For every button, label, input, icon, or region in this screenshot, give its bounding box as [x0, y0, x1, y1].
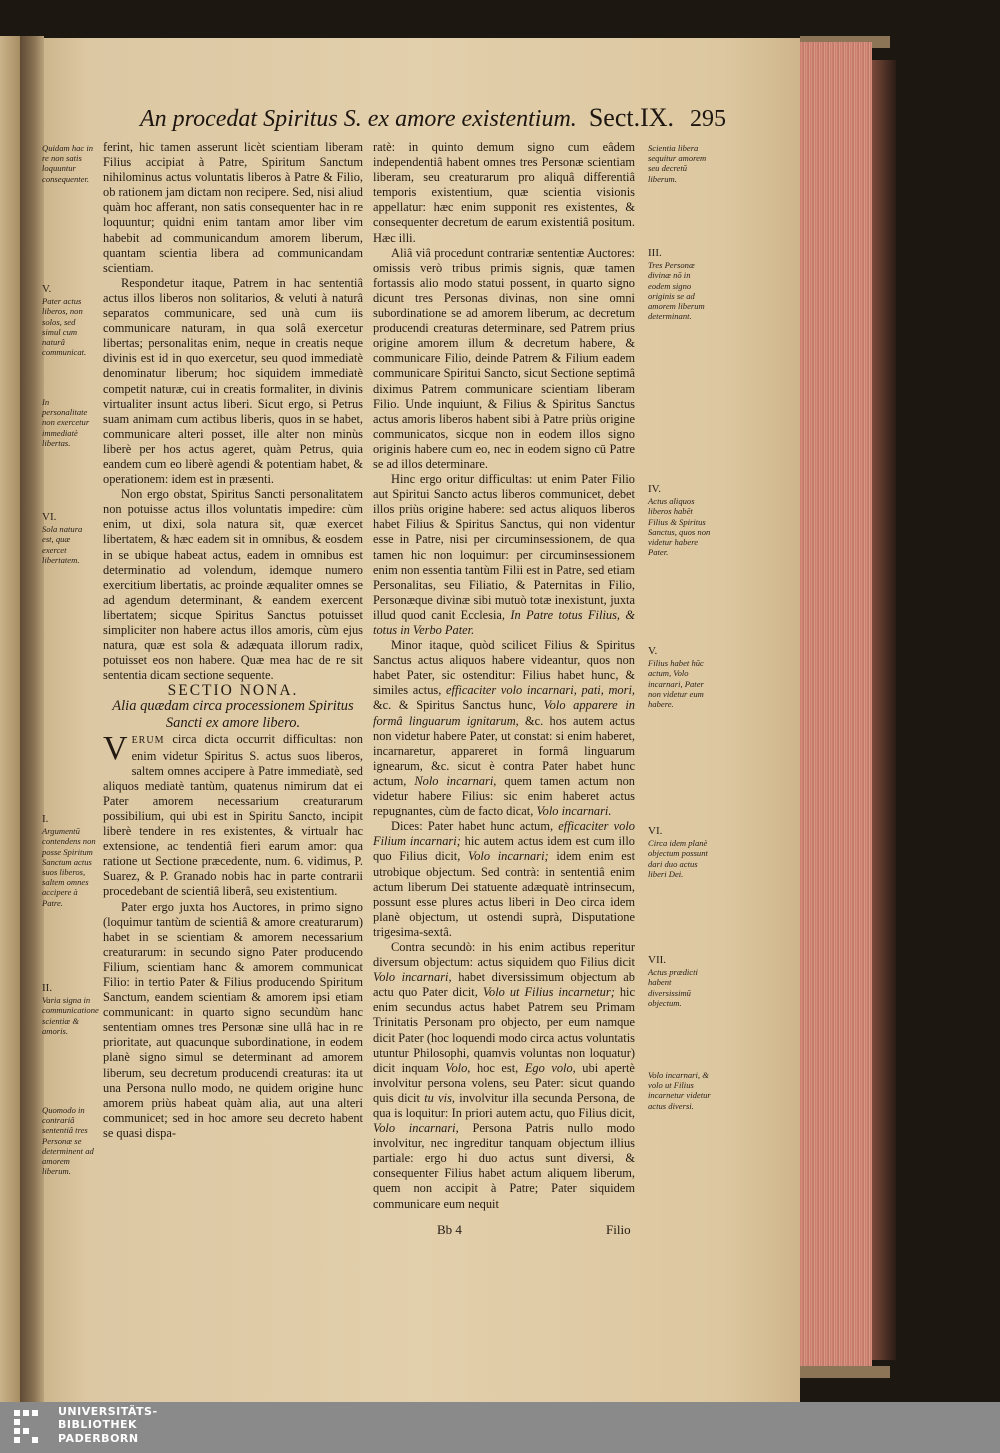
left-margin-note-5: I. Argumentū contendens non posse Spiritum Sanctum actus suos liberos, saltem omnes accipere à Patre.: [42, 813, 96, 908]
library-crest-icon: [10, 1407, 50, 1447]
paragraph: Respondetur itaque, Patrem in hac sententiâ actus illos liberos non solitarios, & veluti à naturâ separatos communicare, sed unà cum iis communicare naturam, in qua solâ exercetur libertas; personalitas enim, neque in creatis neque divinis est id in quo exercetur, seu quod immediatè denominatur liberum; hoc siquidem immediatè competit naturæ, cui in creatis formaliter, in divinis virtualiter insunt actus liberi. Sicut ergo, si Petrus suam animam cum actibus liberis, quos in se habet, communicare alteri posset, ille alter non minùs liberè per hos actus ageret, quàm Petrus, quia eandem cum eo liberè agendi & potentiam habet, & operationem: idem est in præsenti.: [103, 275, 363, 487]
text-column-left: [103, 140, 363, 1141]
library-name-line: BIBLIOTHEK: [58, 1418, 138, 1432]
library-name: [58, 1405, 158, 1445]
right-margin-note-3: IV. Actus aliquos liberos habēt Filius & Spiritus Sanctus, quos non videtur habere Pater.: [648, 483, 711, 558]
right-margin-note-4: V. Filius habet hūc actum, Volo incarnari, Pater non videtur eum habere.: [648, 645, 704, 710]
library-name-line: UNIVERSITÄTS-: [58, 1405, 158, 1418]
text-column-right: [373, 140, 635, 1212]
right-margin-note-5: VI. Circa idem planè objectum possunt dari duo actus liberi Dei.: [648, 825, 708, 879]
paragraph: Non ergo obstat, Spiritus Sancti personalitatem non potuisse actus illos voluntatis impedire: cùm enim, ut dixi, sola natura sit, quæ exercet libertatem, & hæc eadem sit in omnibus, & eosdem in se ubique habeat actus, eadem in omnibus est determinatio ad volendum, idemque numero exercitium libertatis, ac proinde æqualiter omnes se ad agendum determinant, & eandem exercent libertatem; sicque Spiritus Sanctus potuisset simpliciter non habere actus illos amoris, cùm ejus natura, quæ est sola & adæquata illorum radix, potuisset eos non habere. Quæ mea hac de re sit sententia dicam sectione sequente.: [103, 487, 363, 683]
left-margin-note-4: VI. Sola natura est, quæ exercet libertatem.: [42, 511, 83, 565]
page-block-edge: [800, 42, 872, 1372]
paragraph: ratè: in quinto demum signo cum eâdem independentiâ habent omnes tres Personæ scientiam liberam, seu creaturarum pro aliquâ differentiâ temporis existentium, quæ scientia visionis appellatur: hæc enim supponit res existentes, & consequenter decretum de earum existentiâ positum. Hæc illi.: [373, 140, 635, 245]
left-margin-note-3: In personalitate non exercetur immediatè libertas.: [42, 397, 90, 448]
right-margin-note-1: Scientia libera sequitur amorem seu decretū liberum.: [648, 143, 707, 184]
cover-edge-bottom: [800, 1366, 890, 1378]
paragraph: Pater ergo juxta hos Auctores, in primo signo (loquimur tantùm de scientiâ & amore creaturarum) habet in se scientiam & amorem necessarium creaturarum: in secundo signo Pater producendo Filium, scientiam hanc & amorem communicat Filio: in tertio Pater & Filius producendo Spiritum Sanctum, eandem scientiam & amorem ipsi etiam communicant: in quarto signo secundùm hanc sententiam omnes tres Personæ sine ullâ hac in re prioritate, aut quacunque subordinatione, in eodem planè signo simul se determinant ad amorem liberum, seu decretum producendi creaturas: ita ut una Persona nullo modo, ne quidem origine hunc amorem priùs habeat quàm alia, aut una alteri communicet; sed in hoc amore seu decreto habent se quasi dispa-: [103, 899, 363, 1140]
paragraph: Dices: Pater habet hunc actum, efficaciter volo Filium incarnari; hic autem actus idem est cum illo quo Filius dicit, Volo incarnari; idem enim est utrobique objectum. Sed contrà: in sententiâ enim actum liberum Dei statuente adæquatè intrinsecum, possunt esse plures actus liberi in Deo circa idem planè objectum, ut ostendi suprà, Disputatione trigesima-sextâ.: [373, 819, 636, 939]
page-block-shadow: [872, 60, 896, 1360]
section-title: SECTIO NONA.: [167, 682, 299, 700]
paragraph: Hinc ergo oritur difficultas: ut enim Pater Filio aut Spiritui Sancto actus liberos communicet, debet illos priùs origine habere: sed actus aliquos liberos habet Filius & Spiritus Sanctus, qui non videntur esse in Patre, nisi per circuminsessionem, de qua tamen hic non loquimur: per circuminsessionem enim non essentia tantùm Filii est in Patre, sed etiam Personalitas, seu Filiatio, & Paternitas in Filio, Personæque divinæ sibi mutuò totæ inexistunt, juxta illud quod canit Ecclesia, In Patre totus Filius, & totus in Verbo Pater.: [373, 472, 636, 637]
paragraph-dropcap: VERUM circa dicta occurrit difficultas: non enim videtur Spiritus S. actus suos liberos, saltem omnes accipere à Patre immediatè, sed aliquos mediatè tantùm, quatenus nimirum dat ei Pater amorem necessarium creaturarum possibilium, qui ubi est in Spiritu Sancto, incipit liberè tendere in res existentes, & virtualr hac extensione, ac tendentiâ fieri earum amor: qua ratione ut Sectione præcedente, num. 6. vidimus, P. Suarez, & P. Granado nobis hac in parte contrarii procedebant de scientiâ liberâ, seu existentium.: [103, 730, 363, 899]
drop-cap: V: [103, 730, 128, 768]
page-number: 295: [690, 106, 727, 132]
paragraph: Contra secundò: in his enim actibus reperitur diversum objectum: actus siquidem quo Filius dicit Volo incarnari, habet diversissimum objectum ab actu quo Pater dicit, Volo ut Filius incarnetur; hic enim secundus actus habet Patrem seu Primam Trinitatis Personam pro objecto, per eum namque dicit Pater (hoc loquendi modo circa actus voluntatis utuntur Philosophi, quamvis voluntas non loquatur) dicit inquam Volo, hoc est, Ego volo, ubi apertè involvitur persona volens, seu Pater: sicut quando quis dicit tu vis, involvitur illa secunda Persona, de qua is loquitur: In priori autem actu, quo Filius dicit, Volo incarnari, Persona Patris nullo modo involvitur, nec ingreditur tanquam objectum illius partiale: ergo hi duo actus sunt diversi, & consequenter Filius habet actum aliquem liberum, quem non accipit à Patre; Pater siquidem communicare eum nequit: [373, 939, 635, 1211]
right-margin-note-6: VII. Actus prædicti habent diversissimū objectum.: [648, 954, 698, 1008]
running-head-section: Sect.IX.: [588, 103, 675, 132]
catchword: Filio: [606, 1222, 631, 1237]
left-margin-note-1: Quidam hac in re non satis loquuntur consequenter.: [42, 143, 94, 184]
left-margin-note-7: Quomodo in contrariâ sententiâ tres Personæ se determinent ad amorem liberum.: [42, 1105, 94, 1177]
signature-mark: Bb 4: [437, 1222, 462, 1237]
running-head-title: An procedat Spiritus S. ex amore existentium.: [140, 106, 577, 132]
book-gutter: [20, 36, 44, 1402]
left-page-edge: [0, 36, 20, 1402]
right-margin-note-7: Volo incarnari, & volo ut Filius incarnetur videtur actus diversi.: [648, 1070, 711, 1111]
section-subtitle: Alia quædam circa processionem Spiritus Sancti ex amore libero.: [112, 698, 354, 732]
right-margin-note-2: III. Tres Personæ divinæ nō in eodem signo originis se ad amorem liberum determinant.: [648, 247, 705, 322]
paragraph: ferint, hic tamen asserunt licèt scientiam liberam Filius accipiat à Patre, Spiritum Sanctum nihilominus actus voluntatis liberos à Patre & Filio, ob rationem jam dictam non recipere. Sed, nisi aliud quàm hoc afferant, non satis consequenter hac in re loquuntur; quidni enim tantam amor liber vim habebit ad communicandum amorem liberum, quantam scientia libera ad communicandam scientiam.: [103, 140, 363, 275]
library-name-line: PADERBORN: [58, 1431, 139, 1445]
paragraph: Aliâ viâ procedunt contrariæ sententiæ Auctores: omissis verò tribus primis signis, quæ tamen fortassis alio modo statui possent, in quarto signo dicunt tres Personas divinas, non sine omni subordinatione se ad amorem liberum, ac decretum producendi creaturas determinare, sed Patrem prius origine amorem illum & decretum habere, & communicare Filio, deinde Patrem & Filium eadem communicare Spiritui Sancto, sicut Sectione septimâ diximus Patrem communicare scientiam liberam Filio. Unde inquiunt, & Filius & Spiritus Sanctus actus amoris liberos habent sibi à Patre priùs origine communicatos, sicque non in eodem illos signo originis habere cum eo, nec in eodem signo cū Patre se ad illos determinare.: [373, 245, 635, 471]
left-margin-note-2: V. Pater actus liberos, non solos, sed simul cum naturâ communicat.: [42, 283, 87, 358]
left-margin-note-6: II. Varia signa in communicatione scientiæ & amoris.: [42, 982, 99, 1036]
running-head: [140, 103, 727, 137]
small-caps-lead: ERUM: [131, 735, 165, 747]
paragraph: Minor itaque, quòd scilicet Filius & Spiritus Sanctus actus aliquos habere videantur, quos non habet Pater, sic ostenditur: Filius habet hunc, & similes actus, efficaciter volo incarnari, pati, mori, &c. & Spiritus Sanctus hunc, Volo apparere in formâ linguarum ignitarum, &c. hos autem actus non videtur habere Pater, ut constat: si enim haberet, incarnaretur, appareret in formâ linguarum ignearum, &c. sicut è contra Pater habet hunc actum, Nolo incarnari, quem tamen actum non videtur habere Filius: sic enim haberet actus repugnantes, cùm de facto dicat, Volo incarnari.: [373, 638, 635, 819]
